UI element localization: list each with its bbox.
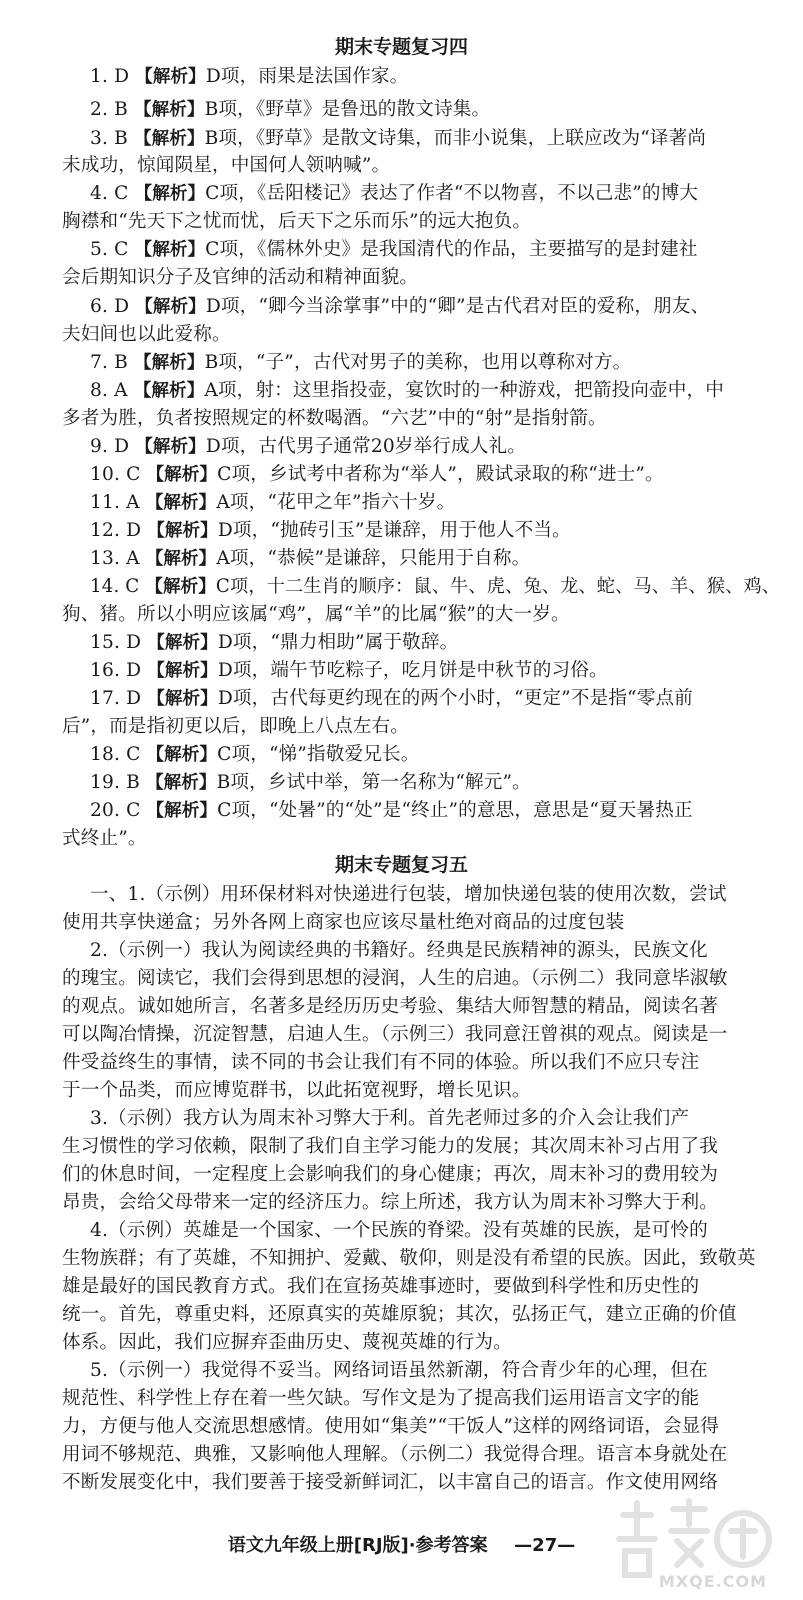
analysis-tag: 【解析】 [133, 381, 205, 401]
answer-line: 4. C 【解析】C项，《岳阳楼记》表达了作者“不以物喜，不以己悲”的博大 [90, 183, 699, 204]
analysis-tag: 【解析】 [146, 465, 218, 485]
answer-line: 3.（示例）我方认为周末补习弊大于利。首先老师过多的介入会让我们产 [90, 1108, 690, 1129]
answer-line: 生物族群；有了英雄，不知拥护、爱戴、敬仰，则是没有希望的民族。因此，致敬英 [62, 1248, 756, 1269]
answer-line: 未成功，惊闻陨星，中国何人领呐喊”。 [62, 155, 391, 176]
answer-line: 4.（示例）英雄是一个国家、一个民族的脊梁。没有英雄的民族，是可怜的 [90, 1220, 708, 1241]
answer-line: 1. D 【解析】D项，雨果是法国作家。 [90, 66, 409, 87]
answer-line: 多者为胜，负者按照规定的杯数喝酒。“六艺”中的“射”是指射箭。 [62, 408, 607, 429]
section-title-review-4: 期末专题复习四 [334, 36, 468, 58]
answer-line: 力，方便与他人交流思想感情。使用如“集美”“干饭人”这样的网络词语，会显得 [62, 1416, 720, 1437]
analysis-tag: 【解析】 [145, 577, 216, 597]
answer-line: 9. D 【解析】D项，古代男子通常20岁举行成人礼。 [90, 436, 527, 457]
answer-line: 们的休息时间，一定程度上会影响我们的身心健康；再次，周末补习的费用较为 [62, 1164, 719, 1185]
answer-line: 会后期知识分子及官绅的活动和精神面貌。 [62, 267, 419, 288]
answer-line: 夫妇间也以此爱称。 [62, 324, 231, 345]
page-number: —27— [514, 1535, 576, 1556]
analysis-tag: 【解析】 [147, 689, 218, 709]
answer-line: 12. D 【解析】D项，“抛砖引玉”是谦辞，用于他人不当。 [90, 520, 571, 541]
analysis-tag: 【解析】 [134, 240, 206, 260]
analysis-tag: 【解析】 [133, 353, 205, 373]
answer-line: 16. D 【解析】D项，端午节吃粽子，吃月饼是中秋节的习俗。 [90, 660, 608, 681]
answer-line: 胸襟和“先天下之忧而忧，后天下之乐而乐”的远大抱负。 [62, 211, 532, 232]
answer-line: 规范性、科学性上存在着一些欠缺。写作文是为了提高我们运用语言文字的能 [62, 1388, 700, 1409]
analysis-tag: 【解析】 [145, 493, 217, 513]
answer-line: 用词不够规范、典雅，又影响他人理解。（示例二）我觉得合理。语言本身就处在 [62, 1444, 728, 1465]
watermark-text: MXQE.COM [658, 1572, 767, 1591]
answer-line: 18. C 【解析】C项，“悌”指敬爱兄长。 [90, 744, 420, 765]
analysis-tag: 【解析】 [133, 129, 205, 149]
answer-line: 生习惯性的学习依赖，限制了我们自主学习能力的发展；其次周末补习占用了我 [62, 1136, 719, 1157]
analysis-tag: 【解析】 [134, 184, 206, 204]
answer-line: 11. A 【解析】A项，“花甲之年”指六十岁。 [90, 492, 456, 513]
answer-line: 14. C 【解析】C项，十二生肖的顺序：鼠、牛、虎、兔、龙、蛇、马、羊、猴、鸡、 [90, 576, 781, 597]
answer-line: 狗、猪。所以小明应该属“鸡”，属“羊”的比属“猴”的大一岁。 [62, 604, 570, 625]
footer-book-title: 语文九年级上册[RJ版]·参考答案 [227, 1535, 488, 1556]
answer-line: 不断发展变化中，我们要善于接受新鲜词汇，以丰富自己的语言。作文使用网络 [62, 1472, 719, 1493]
answer-line: 一、1.（示例）用环保材料对快递进行包装，增加快递包装的使用次数，尝试 [90, 884, 727, 905]
section-title-review-5: 期末专题复习五 [334, 854, 468, 876]
answer-line: 15. D 【解析】D项，“鼎力相助”属于敬辞。 [90, 632, 459, 653]
analysis-tag: 【解析】 [147, 661, 218, 681]
answer-line: 5. C 【解析】C项，《儒林外史》是我国清代的作品，主要描写的是封建社 [90, 239, 698, 260]
analysis-tag: 【解析】 [146, 801, 218, 821]
answer-line: 式终止”。 [62, 828, 147, 849]
answer-line: 3. B 【解析】B项，《野草》是散文诗集，而非小说集，上联应改为“译著尚 [90, 128, 707, 149]
answer-line: 10. C 【解析】C项，乡试考中者称为“举人”，殿试录取的称“进士”。 [90, 464, 664, 485]
answer-line: 20. C 【解析】C项，“处暑”的“处”是“终止”的意思，意思是“夏天暑热正 [90, 800, 693, 821]
analysis-tag: 【解析】 [133, 100, 205, 120]
answer-line: 5.（示例一）我觉得不妥当。网络词语虽然新潮，符合青少年的心理，但在 [90, 1360, 708, 1381]
analysis-tag: 【解析】 [145, 773, 217, 793]
answer-line: 体系。因此，我们应摒弃歪曲历史、蔑视英雄的行为。 [62, 1332, 512, 1353]
answer-line: 雄是最好的国民教育方式。我们在宣扬英雄事迹时，要做到科学性和历史性的 [62, 1276, 700, 1297]
answer-line: 的瑰宝。阅读它，我们会得到思想的浸润，人生的启迪。（示例二）我同意毕淑敏 [62, 968, 728, 989]
answer-line: 后”，而是指初更以后，即晚上八点左右。 [62, 716, 410, 737]
answer-line: 的观点。诚如她所言，名著多是经历历史考验、集结大师智慧的精品，阅读名著 [62, 996, 719, 1017]
answer-line: 2.（示例一）我认为阅读经典的书籍好。经典是民族精神的源头，民族文化 [90, 940, 708, 961]
page-footer [0, 1532, 803, 1560]
answer-line: 统一。首先，尊重史料，还原真实的英雄原貌；其次，弘扬正气，建立正确的价值 [62, 1304, 737, 1325]
analysis-tag: 【解析】 [135, 297, 206, 317]
analysis-tag: 【解析】 [147, 521, 218, 541]
answer-line: 8. A 【解析】A项，射：这里指投壶，宴饮时的一种游戏，把箭投向壶中，中 [90, 380, 725, 401]
answer-line: 7. B 【解析】B项，“子”，古代对男子的美称，也用以尊称对方。 [90, 352, 632, 373]
answer-line: 使用共享快递盒；另外各网上商家也应该尽量杜绝对商品的过度包装 [62, 912, 625, 933]
analysis-tag: 【解析】 [135, 67, 206, 87]
analysis-tag: 【解析】 [145, 549, 217, 569]
answer-line: 2. B 【解析】B项，《野草》是鲁迅的散文诗集。 [90, 99, 491, 120]
answer-line: 6. D 【解析】D项，“卿今当涂掌事”中的“卿”是古代君对臣的爱称，朋友、 [90, 296, 710, 317]
answer-line: 19. B 【解析】B项，乡试中举，第一名称为“解元”。 [90, 772, 531, 793]
answer-line: 昂贵，会给父母带来一定的经济压力。综上所述，我方认为周末补习弊大于利。 [62, 1192, 719, 1213]
answer-line: 件受益终生的事情，读不同的书会让我们有不同的体验。所以我们不应只专注 [62, 1052, 700, 1073]
analysis-tag: 【解析】 [147, 633, 218, 653]
analysis-tag: 【解析】 [135, 437, 206, 457]
analysis-tag: 【解析】 [146, 745, 218, 765]
answer-line: 可以陶冶情操，沉淀智慧，启迪人生。（示例三）我同意汪曾祺的观点。阅读是一 [62, 1024, 728, 1045]
answer-line: 13. A 【解析】A项，“恭候”是谦辞，只能用于自称。 [90, 548, 531, 569]
answer-line: 于一个品类，而应博览群书，以此拓宽视野，增长见识。 [62, 1080, 531, 1101]
answer-line: 17. D 【解析】D项，古代每更约现在的两个小时，“更定”不是指“零点前 [90, 688, 693, 709]
